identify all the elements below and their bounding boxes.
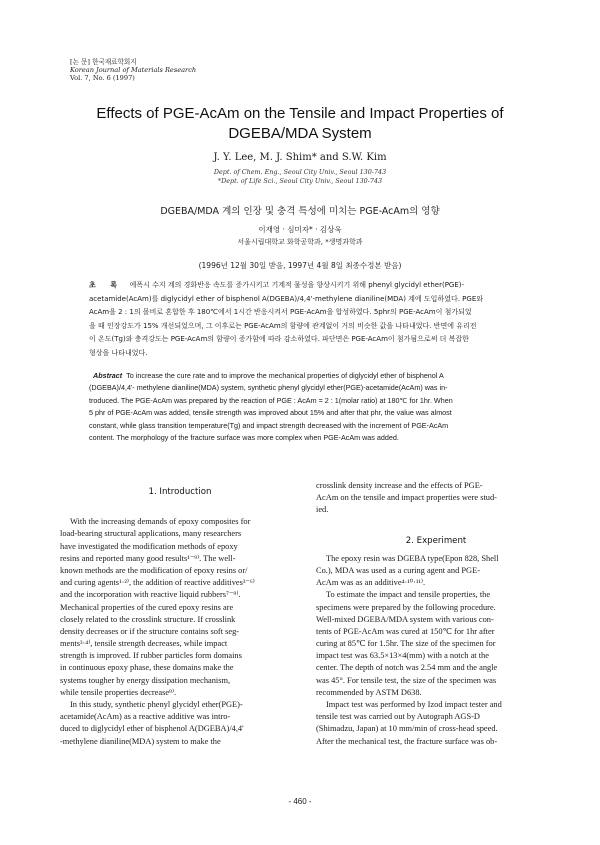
abstract-line: (DGEBA)/4,4'- methylene dianiline(MDA) system, synthetic phenyl glycidyl ether(PGE)-acetamide(AcAm) was in- bbox=[89, 383, 448, 393]
korean-abstract-line: 형상을 나타내었다. bbox=[89, 348, 148, 357]
abstract-line: 5 phr of PGE-AcAm was added, tensile strength was improved about 15% and after that phr, the value was almost bbox=[89, 408, 452, 418]
right-column bbox=[316, 480, 556, 748]
paper-title-line-2: DGEBA/MDA System bbox=[228, 125, 372, 142]
abstract-label: Abstract bbox=[93, 371, 123, 380]
abstract-line: constant, while glass transition temperature(Tg) and impact strength decreased with the increment of PGE-AcAm bbox=[89, 420, 449, 430]
english-abstract bbox=[89, 370, 511, 444]
korean-abstract-line: 이 온도(Tg)와 충격강도는 PGE-AcAm의 함량이 증가함에 따라 감소하였다. 파단면은 PGE-AcAm이 첨가됨으로써 더 복잡한 bbox=[89, 335, 469, 344]
journal-line-3: Vol. 7, No. 6 (1997) bbox=[70, 74, 135, 82]
section-heading-introduction: 1. Introduction bbox=[148, 487, 212, 497]
korean-abstract-label: 초 록 bbox=[89, 281, 123, 289]
body-line: duced to diglycidyl ether of bisphenol A(DGEBA)/4,4' bbox=[60, 724, 244, 734]
body-line: ied. bbox=[316, 505, 329, 515]
body-line: specimens were prepared by the following procedure. bbox=[316, 602, 496, 612]
body-line: (Shimadzu, Japan) at 10 mm/min of cross-head speed. bbox=[316, 724, 498, 734]
korean-abstract-line: AcAm을 2 : 1의 몰비로 혼합한 후 180℃에서 1시간 반응시켜서 PGE-AcAm을 합성하였다. 5phr의 PGE-AcAm이 첨가되었 bbox=[89, 308, 472, 317]
body-line: Impact test was performed by Izod impact tester and bbox=[326, 700, 502, 709]
abstract-line: To increase the cure rate and to improve the mechanical properties of diglycidyl ether of bisphenol A bbox=[126, 371, 444, 380]
affiliation-2: *Dept. of Life Sci., Seoul City Univ., Seoul 130-743 bbox=[217, 177, 383, 185]
body-line: tensile test was carried out by Autograph AGS-D bbox=[316, 712, 480, 722]
body-line: ments³·⁴⁾, tensile strength decreases, while impact bbox=[60, 639, 228, 649]
author-list: J. Y. Lee, M. J. Shim* and S.W. Kim bbox=[213, 152, 387, 163]
body-line: tents of PGE-AcAm was cured at 150℃ for 1hr after bbox=[316, 626, 495, 636]
body-line: impact test was 63.5×13×4(mm) with a notch at the bbox=[316, 651, 489, 661]
body-line: To estimate the impact and tensile properties, the bbox=[326, 590, 491, 600]
body-line: curing at 85℃ for 1.5hr. The size of the specimen for bbox=[316, 639, 496, 649]
body-line: -methylene dianiline(MDA) system to make the bbox=[60, 736, 221, 746]
journal-line-2: Korean Journal of Materials Research bbox=[70, 66, 197, 74]
body-line: while tensile properties decrease⁹⁾. bbox=[60, 687, 177, 697]
body-line: crosslink density increase and the effects of PGE- bbox=[316, 481, 483, 490]
korean-abstract bbox=[89, 279, 511, 361]
abstract-line: troduced. The PGE-AcAm was prepared by the reaction of PGE : AcAm = 2 : 1(molar ratio) at 180℃ for 1hr. When bbox=[89, 395, 453, 405]
body-line: load-bearing structural applications, many researchers bbox=[60, 529, 242, 539]
body-line: acetamide(AcAm) as a reactive additive was intro- bbox=[60, 712, 231, 722]
body-line: systems tougher by energy dissipation mechanism, bbox=[60, 675, 231, 685]
body-line: Co.), MDA was used as a curing agent and PGE- bbox=[316, 565, 480, 575]
korean-authors: 이재영 · 심미자* · 김상욱 bbox=[258, 225, 342, 234]
journal-line-1: [논 문] 한국재료학회지 bbox=[70, 58, 137, 66]
body-line: in continuous epoxy phase, these domains make the bbox=[60, 663, 234, 673]
body-line: The epoxy resin was DGEBA type(Epon 828, Shell bbox=[326, 553, 499, 563]
body-line: strength is improved. If rubber particles form domains bbox=[60, 651, 242, 661]
body-line: Well-mixed DGEBA/MDA system with various con- bbox=[316, 614, 494, 624]
korean-abstract-line: 에폭시 수지 계의 경화반응 속도를 증가시키고 기계적 물성을 향상시키기 위해 phenyl glycidyl ether(PGE)- bbox=[129, 281, 465, 289]
page-number: - 460 - bbox=[288, 797, 312, 806]
body-line: resins and reported many good results¹⁻⁹⁾. The well- bbox=[60, 553, 236, 563]
korean-title: DGEBA/MDA 계의 인장 및 충격 특성에 미치는 PGE-AcAm의 영향 bbox=[160, 206, 440, 217]
body-line: density decreases or if the structure contains soft seg- bbox=[60, 626, 240, 636]
body-line: AcAm was as an additive⁴·¹⁰·¹¹⁾. bbox=[316, 578, 426, 588]
journal-header bbox=[70, 58, 196, 82]
body-line: Mechanical properties of the cured epoxy resins are bbox=[60, 602, 234, 612]
body-line: and curing agents¹·²⁾, the addition of reactive additives³⁻⁶⁾ bbox=[60, 578, 255, 588]
abstract-line: content. The morphology of the fracture surface was more complex when PGE-AcAm was added. bbox=[89, 433, 399, 443]
affiliation-1: Dept. of Chem. Eng., Seoul City Univ., Seoul 130-743 bbox=[213, 168, 387, 176]
body-line: and the incorporation with reactive liquid rubbers⁷⁻⁹⁾. bbox=[60, 590, 241, 600]
received-dates: (1996년 12월 30일 받음, 1997년 4월 8일 최종수정본 받음) bbox=[198, 261, 402, 270]
left-column bbox=[60, 480, 300, 748]
body-line: recommended by ASTM D638. bbox=[316, 687, 422, 697]
body-line: AcAm on the tensile and impact properties were stud- bbox=[316, 493, 497, 503]
korean-abstract-line: acetamide(AcAm)를 diglycidyl ether of bisphenol A(DGEBA)/4,4'-methylene dianiline(MDA) 계에 도입하였다. PGE와 bbox=[89, 294, 484, 303]
body-line: With the increasing demands of epoxy composites for bbox=[70, 517, 251, 527]
body-line: was 45°. For tensile test, the size of the specimen was bbox=[316, 675, 497, 685]
paper-title-line-1: Effects of PGE-AcAm on the Tensile and Impact Properties of bbox=[96, 105, 504, 122]
body-line: known methods are the modification of epoxy resins or/ bbox=[60, 565, 248, 575]
body-line: After the mechanical test, the fracture surface was ob- bbox=[316, 736, 498, 746]
body-line: In this study, synthetic phenyl glycidyl ether(PGE)- bbox=[70, 700, 243, 709]
korean-affiliation: 서울시립대학교 화학공학과, *생명과학과 bbox=[237, 238, 363, 246]
korean-abstract-line: 을 때 인장강도가 15% 개선되었으며, 그 이후로는 PGE-AcAm의 함량에 관계없이 거의 비슷한 값을 나타내었다. 반면에 유리전 bbox=[89, 321, 477, 330]
body-line: center. The depth of notch was 2.54 mm and the angle bbox=[316, 663, 498, 673]
body-line: have investigated the modification methods of epoxy bbox=[60, 541, 238, 551]
section-heading-experiment: 2. Experiment bbox=[405, 535, 467, 546]
body-line: closely related to the crosslink structure. If crosslink bbox=[60, 614, 236, 624]
